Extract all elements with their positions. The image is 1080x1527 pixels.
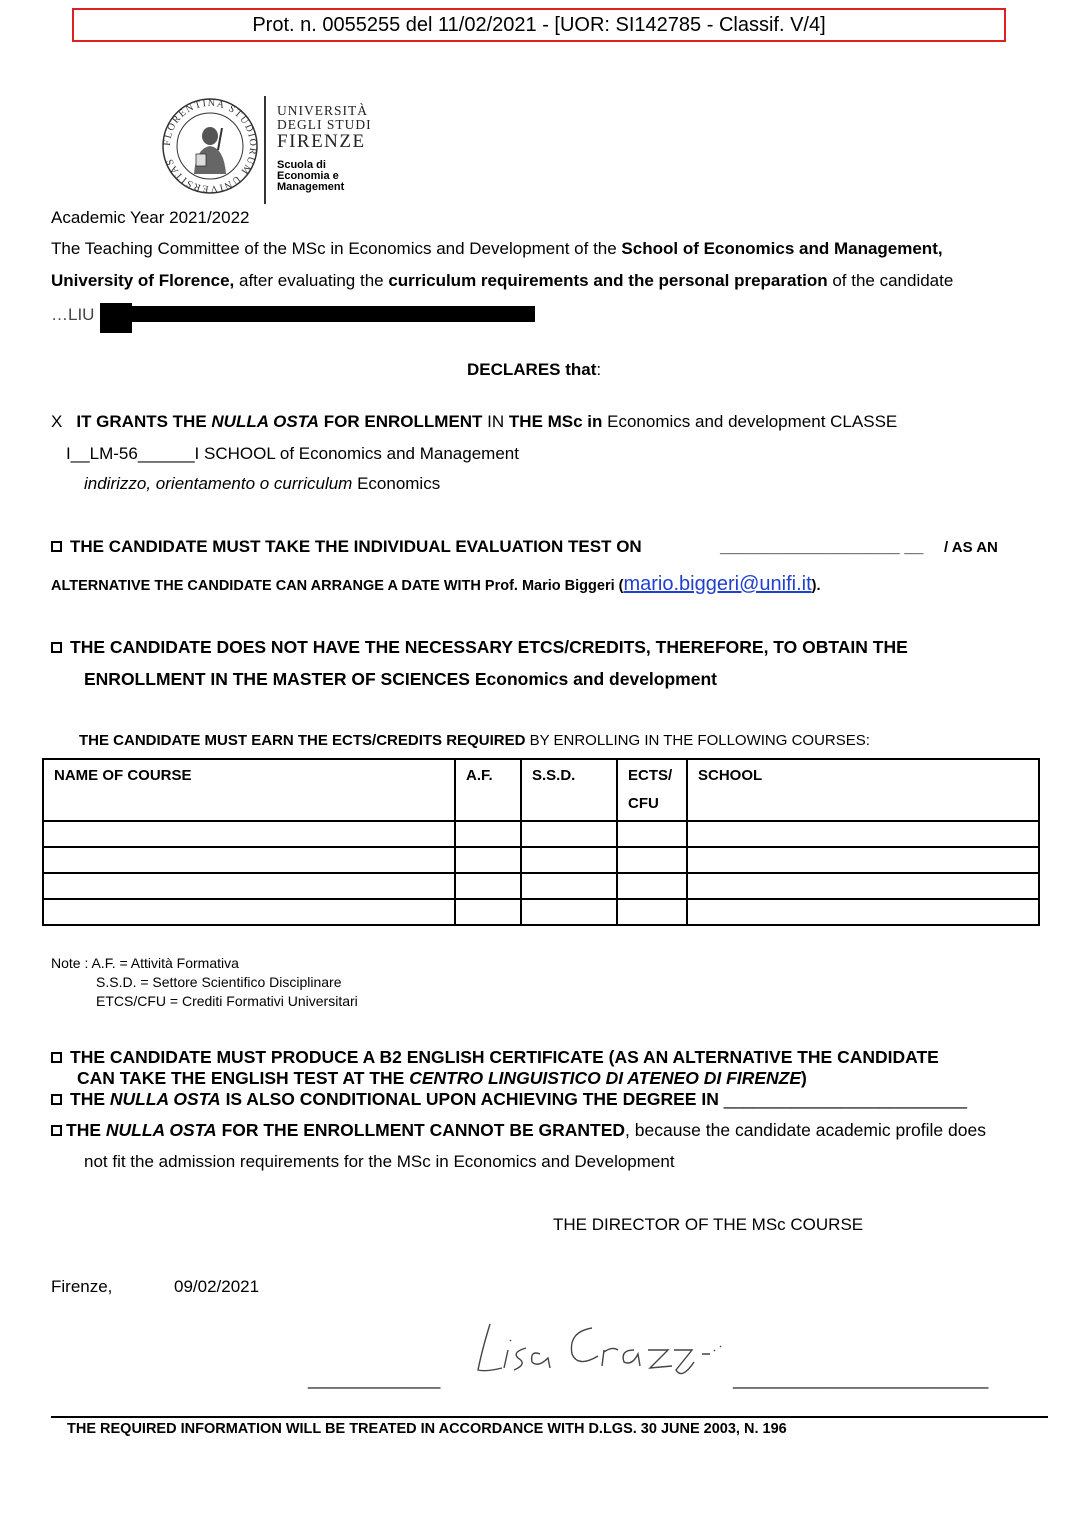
table-cell [43, 847, 455, 873]
table-cell [617, 821, 687, 847]
notes: Note : A.F. = Attività Formativa S.S.D. = Settore Scientifico Disciplinare ETCS/CFU = Crediti Formativi Universitari [51, 955, 358, 1009]
place: Firenze, [51, 1277, 113, 1296]
col-ssd: S.S.D. [521, 759, 617, 821]
table-cell [687, 873, 1039, 899]
table-cell [43, 899, 455, 925]
table-cell [455, 873, 521, 899]
conditional-degree: THE NULLA OSTA IS ALSO CONDITIONAL UPON ACHIEVING THE DEGREE IN _________________________ [51, 1089, 967, 1110]
intro-line-2: University of Florence, after evaluating the curriculum requirements and the personal preparation of the candidate [51, 271, 954, 290]
not-granted-line-1: THE NULLA OSTA FOR THE ENROLLMENT CANNOT BE GRANTED, because the candidate academic profile does [51, 1120, 986, 1141]
redaction-block [100, 303, 132, 333]
grant-line-2: I__LM-56______I SCHOOL of Economics and Management [66, 444, 519, 463]
table-row [43, 873, 1039, 899]
table-cell [521, 847, 617, 873]
checkbox-icon [51, 1125, 62, 1136]
test-line-2: ALTERNATIVE THE CANDIDATE CAN ARRANGE A DATE WITH Prof. Mario Biggeri (mario.biggeri@unifi.it). [51, 573, 821, 595]
svg-text:FLORENTINA STUDIORUM UNIVERSIT: FLORENTINA STUDIORUM UNIVERSITAS [161, 97, 259, 195]
table-cell [617, 847, 687, 873]
footer-divider [51, 1416, 1048, 1418]
checkbox-icon [51, 541, 62, 552]
signature-line-left: ______________ [308, 1370, 441, 1389]
table-cell [521, 873, 617, 899]
table-cell [687, 899, 1039, 925]
table-cell [43, 873, 455, 899]
university-logo [160, 96, 380, 206]
university-seal-icon [160, 96, 260, 196]
footer-privacy-note: THE REQUIRED INFORMATION WILL BE TREATED IN ACCORDANCE WITH D.LGS. 30 JUNE 2003, N. 196 [67, 1421, 787, 1437]
not-granted-line-2: not fit the admission requirements for the MSc in Economics and Development [84, 1152, 675, 1171]
signature-line-right: ___________________________ [733, 1370, 989, 1389]
table-cell [455, 821, 521, 847]
director-title: THE DIRECTOR OF THE MSc COURSE [553, 1215, 864, 1234]
date: 09/02/2021 [174, 1277, 260, 1296]
grant-line-1: X IT GRANTS THE NULLA OSTA FOR ENROLLMENT IN THE MSc in Economics and development CLASSE [51, 412, 898, 431]
test-date-blank: ___________________ __ [720, 537, 924, 556]
col-school: SCHOOL [687, 759, 1039, 821]
col-af: A.F. [455, 759, 521, 821]
table-cell [617, 899, 687, 925]
academic-year: Academic Year 2021/2022 [51, 208, 250, 227]
table-row [43, 847, 1039, 873]
declares-heading: DECLARES that: [467, 360, 602, 379]
protocol-text: Prot. n. 0055255 del 11/02/2021 - [UOR: SI142785 - Classif. V/4] [252, 14, 826, 36]
table-cell [521, 899, 617, 925]
table-cell [687, 847, 1039, 873]
table-cell [43, 821, 455, 847]
courses-table [42, 758, 1040, 926]
grant-line-3: indirizzo, orientamento o curriculum Economics [84, 474, 441, 493]
col-ects-cfu: ECTS/ CFU [617, 759, 687, 821]
table-header-row [43, 759, 1039, 821]
candidate-name: …LIU [51, 305, 95, 324]
professor-email-link[interactable]: mario.biggeri@unifi.it [623, 573, 812, 595]
credits-line-1: THE CANDIDATE DOES NOT HAVE THE NECESSARY ETCS/CREDITS, THEREFORE, TO OBTAIN THE [51, 637, 908, 658]
table-row [43, 899, 1039, 925]
col-name-of-course: NAME OF COURSE [43, 759, 455, 821]
logo-school: Scuola di Economia e Management [277, 159, 345, 193]
checkbox-icon [51, 642, 62, 653]
director-signature [468, 1310, 738, 1385]
table-cell [617, 873, 687, 899]
intro-line-1: The Teaching Committee of the MSc in Economics and Development of the School of Economics and Management, [51, 239, 943, 258]
table-cell [687, 821, 1039, 847]
table-cell [455, 899, 521, 925]
logo-university: UNIVERSITÀ DEGLI STUDI FIRENZE [277, 103, 372, 152]
checkbox-icon [51, 1052, 62, 1063]
table-row [43, 821, 1039, 847]
logo-divider [264, 96, 266, 204]
grant-checkmark: X [51, 412, 63, 431]
protocol-header [72, 8, 1006, 42]
english-requirement: THE CANDIDATE MUST PRODUCE A B2 ENGLISH CERTIFICATE (AS AN ALTERNATIVE THE CANDIDATE CAN TAKE THE ENGLISH TEST AT THE CENTRO LINGUISTICO DI ATENEO DI FIRENZE) [51, 1047, 939, 1089]
credits-line-2: ENROLLMENT IN THE MASTER OF SCIENCES Economics and development [84, 669, 717, 689]
test-alt: / AS AN [944, 539, 998, 556]
must-earn-line: THE CANDIDATE MUST EARN THE ECTS/CREDITS REQUIRED BY ENROLLING IN THE FOLLOWING COURSES: [79, 732, 870, 749]
table-cell [521, 821, 617, 847]
redaction-bar [132, 306, 535, 322]
checkbox-icon [51, 1094, 62, 1105]
table-cell [455, 847, 521, 873]
test-line-1: THE CANDIDATE MUST TAKE THE INDIVIDUAL EVALUATION TEST ON [51, 537, 642, 557]
